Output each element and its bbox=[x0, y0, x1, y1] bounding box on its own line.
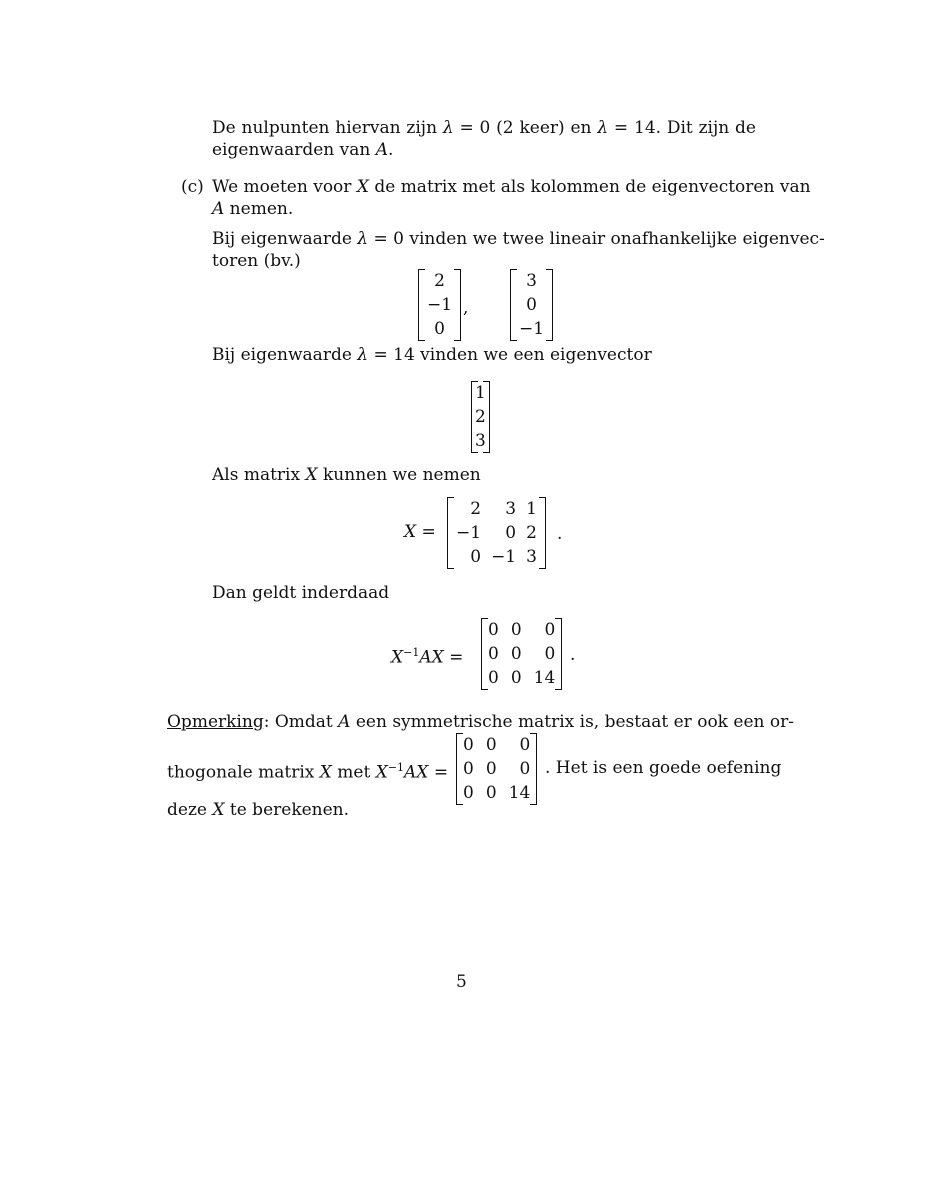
matrix-x-lhs: X = bbox=[404, 522, 436, 542]
eigenvalue-fourteen-line: Bij eigenwaarde λ = 14 vinden we een eigenvector bbox=[212, 345, 652, 365]
matrix-x: 2 3 1 −1 0 2 0 −1 3 bbox=[447, 497, 546, 569]
eigenvalues-sentence-line2: eigenwaarden van A. bbox=[212, 140, 394, 160]
remark-label: Opmerking bbox=[167, 712, 264, 732]
diagonal-matrix-period: . bbox=[570, 645, 576, 665]
remark-diagonal-matrix: 0 0 0 0 0 0 0 0 14 bbox=[456, 733, 537, 805]
part-c-intro-line1: We moeten voor X de matrix met als kolommen de eigenvectoren van bbox=[212, 177, 811, 197]
eigenvector-zero-2: 3 0 −1 bbox=[510, 269, 553, 341]
matrix-x-period: . bbox=[557, 524, 563, 544]
eigenvalue-zero-line2: toren (bv.) bbox=[212, 251, 301, 271]
diagonalization-lhs: $X^{-1}AX$ = bbox=[391, 646, 464, 668]
diagonal-matrix: 0 0 0 0 0 0 0 0 14 bbox=[481, 618, 562, 690]
eigenvector-zero-1: 2 −1 0 bbox=[418, 269, 461, 341]
then-holds-text: Dan geldt inderdaad bbox=[212, 583, 390, 603]
page-number: 5 bbox=[456, 972, 467, 992]
remark-line2-end: . Het is een goede oefening bbox=[545, 758, 782, 778]
remark-line3: deze X te berekenen. bbox=[167, 800, 350, 820]
item-label-c: (c) bbox=[181, 177, 204, 197]
vector-separator: , bbox=[463, 298, 469, 318]
matrix-x-intro: Als matrix X kunnen we nemen bbox=[212, 465, 481, 485]
part-c-intro-line2: A nemen. bbox=[212, 199, 294, 219]
eigenvalues-sentence-line1: De nulpunten hiervan zijn λ = 0 (2 keer) en λ = 14. Dit zijn de bbox=[212, 118, 756, 138]
eigenvector-fourteen: 1 2 3 bbox=[471, 381, 490, 453]
remark-line2-start: thogonale matrix X met $X^{-1}AX$ = bbox=[167, 761, 449, 783]
eigenvalue-zero-line1: Bij eigenwaarde λ = 0 vinden we twee lineair onafhankelijke eigenvec- bbox=[212, 229, 825, 249]
remark-line1: Opmerking: Omdat A een symmetrische matrix is, bestaat er ook een or- bbox=[167, 712, 794, 732]
